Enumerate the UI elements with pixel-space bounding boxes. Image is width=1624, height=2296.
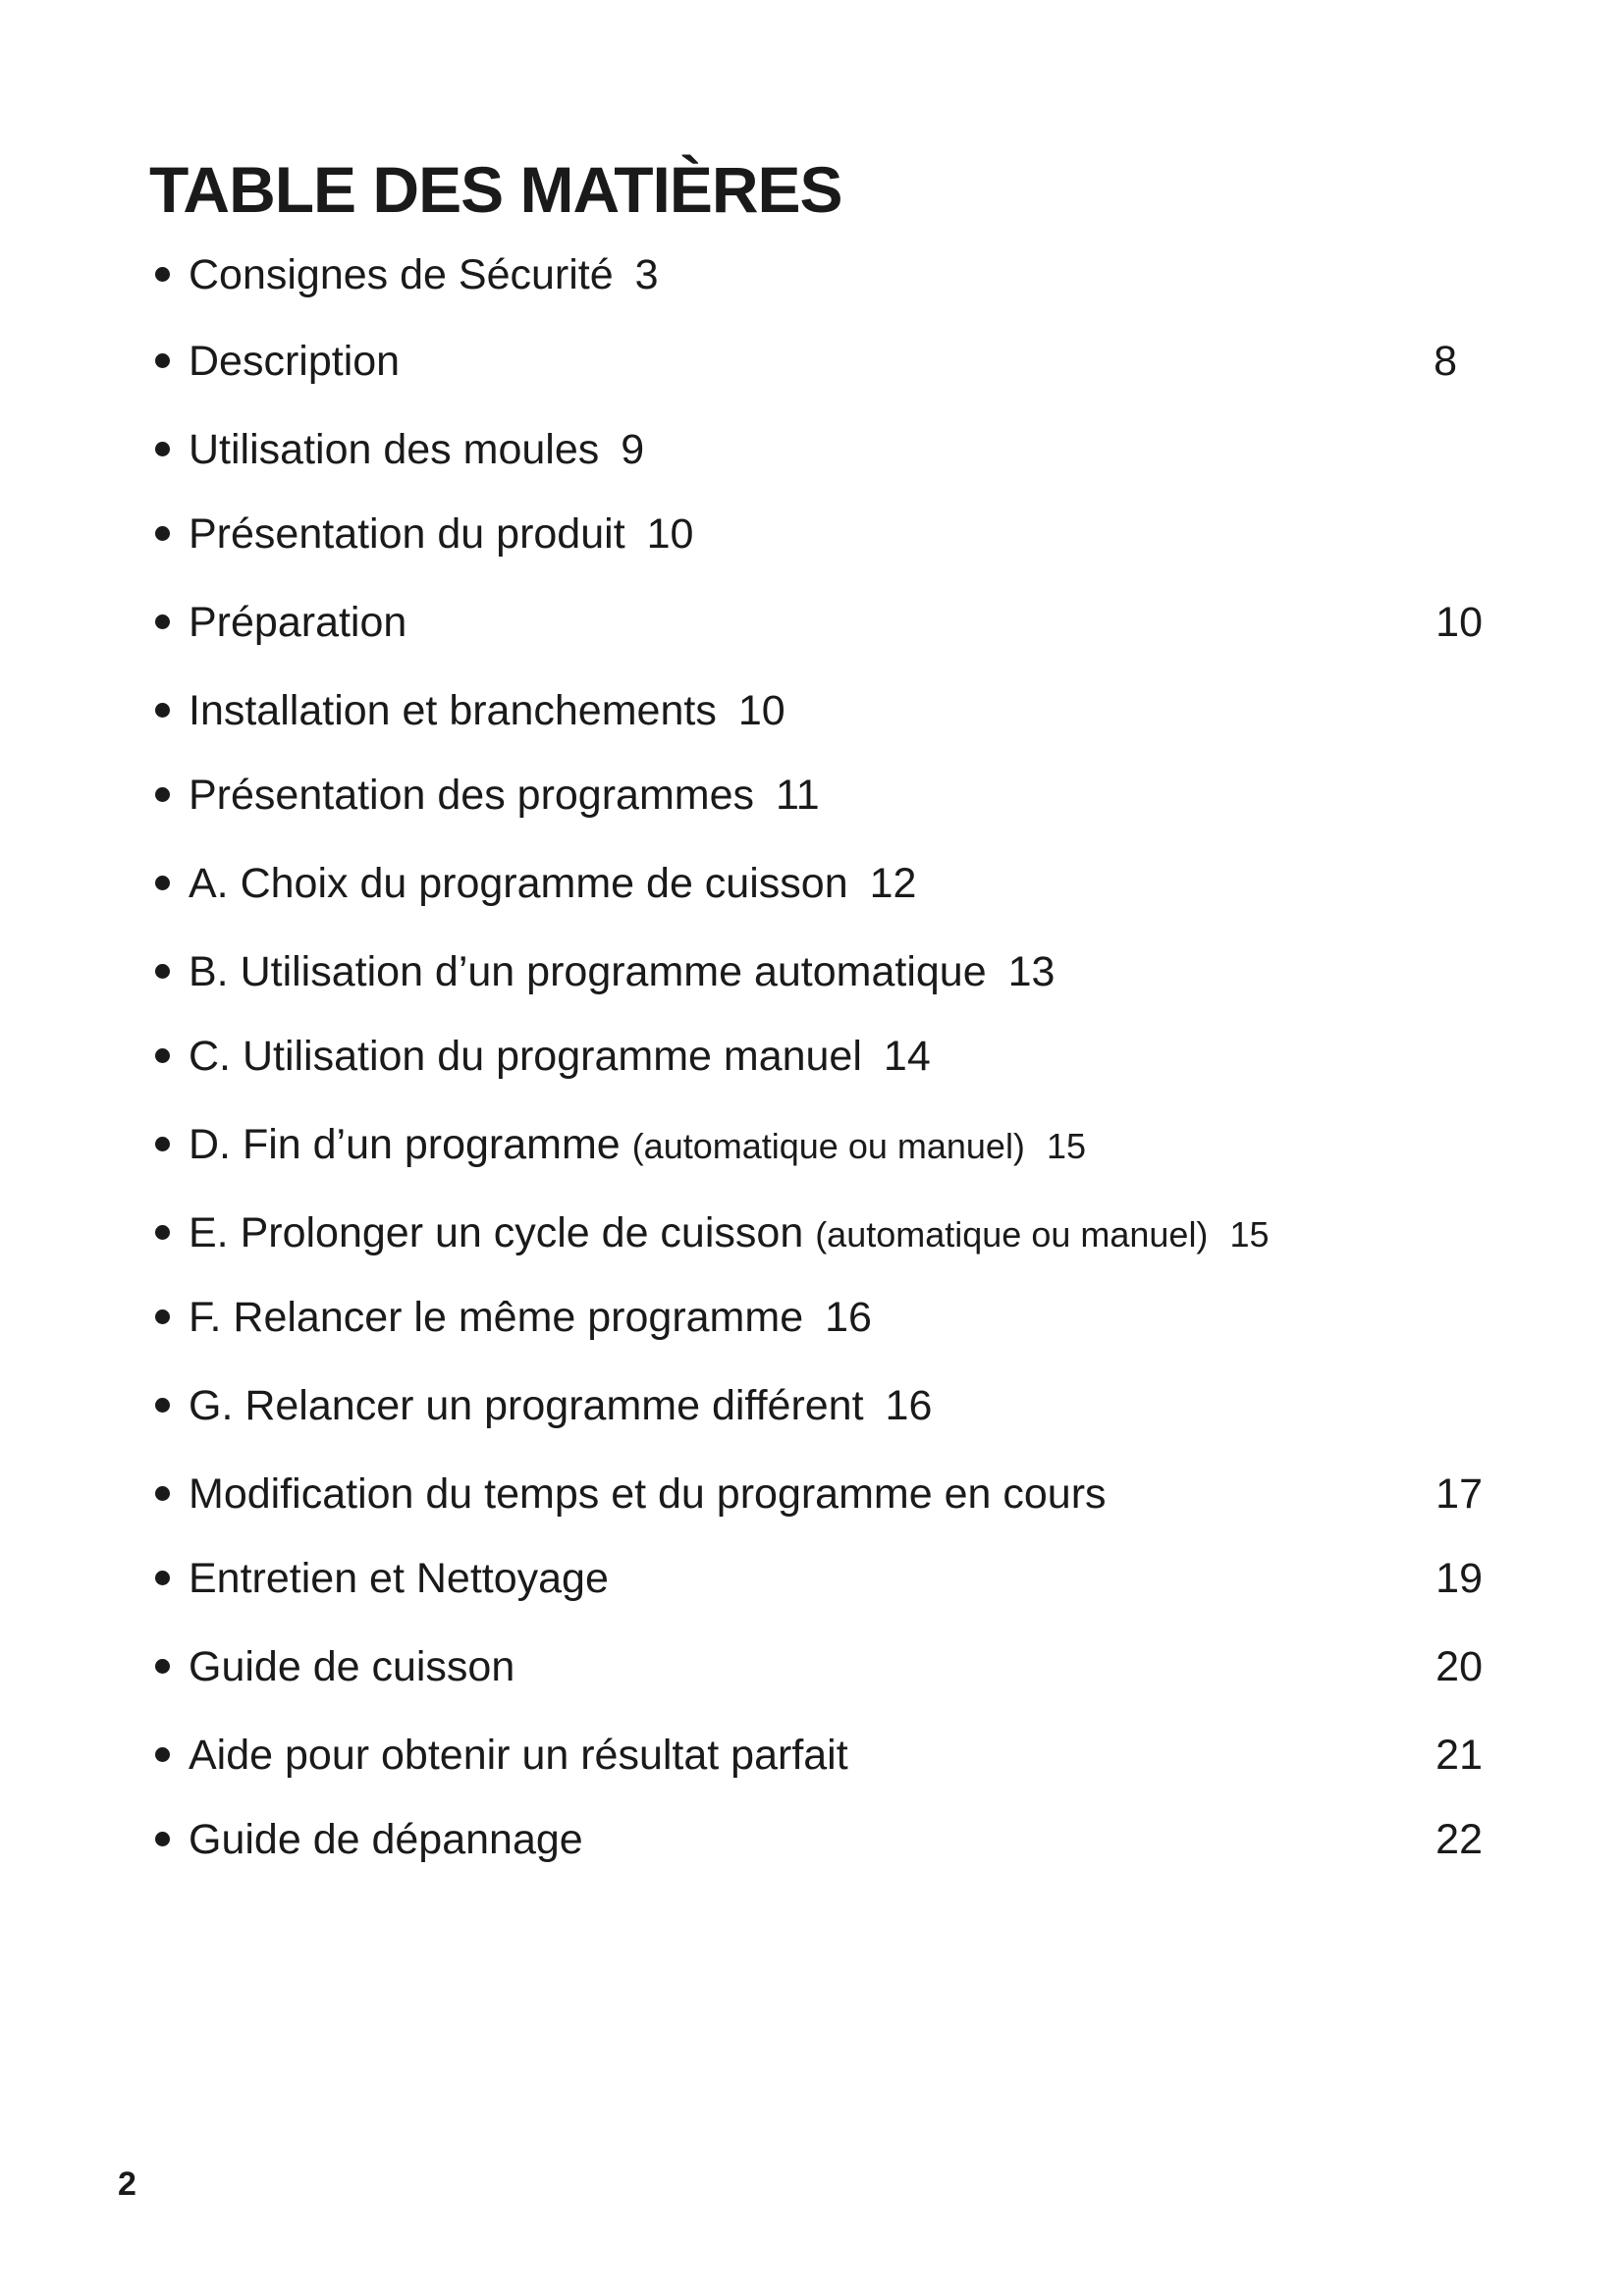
toc-page-number: 20 <box>1435 1643 1483 1690</box>
toc-entry-text <box>189 1027 931 1086</box>
toc-page-number: 15 <box>1229 1214 1270 1255</box>
toc-label: E. Prolonger un cycle de cuisson <box>189 1209 804 1256</box>
toc-page-number: 12 <box>869 860 917 907</box>
toc-entry-text <box>189 1203 1269 1264</box>
toc-item-entretien-nettoyage[interactable] <box>147 1549 1483 1608</box>
toc-label: Présentation du produit <box>189 510 625 558</box>
bullet-icon <box>155 1659 170 1674</box>
toc-item-presentation-programmes[interactable] <box>147 766 1483 825</box>
bullet-icon <box>155 876 170 890</box>
bullet-icon <box>155 442 170 456</box>
bullet-icon <box>155 1747 170 1762</box>
toc-page-number: 15 <box>1046 1126 1086 1166</box>
toc-entry-text <box>189 1376 932 1435</box>
toc-label: A. Choix du programme de cuisson <box>189 860 848 907</box>
toc-label: F. Relancer le même programme <box>189 1294 804 1341</box>
footer-page-number: 2 <box>118 2165 136 2203</box>
toc-label: Guide de dépannage <box>189 1816 583 1863</box>
bullet-icon <box>155 1048 170 1063</box>
bullet-icon <box>155 614 170 629</box>
toc-note: (automatique ou manuel) <box>815 1214 1209 1255</box>
bullet-icon <box>155 1137 170 1151</box>
toc-page-number: 8 <box>1434 338 1457 385</box>
toc-item-relancer-meme[interactable] <box>147 1288 1483 1347</box>
bullet-icon <box>155 1832 170 1846</box>
toc-page-number: 14 <box>883 1033 931 1080</box>
toc-entry-text <box>189 766 820 825</box>
toc-label: Installation et branchements <box>189 687 717 734</box>
toc-page-number: 9 <box>621 426 645 473</box>
bullet-icon <box>155 353 170 368</box>
toc-item-consignes-securite[interactable] <box>147 245 1483 304</box>
toc-page-number: 10 <box>737 687 785 734</box>
toc-label: Consignes de Sécurité <box>189 251 614 298</box>
toc-label: Guide de cuisson <box>189 1643 515 1690</box>
toc-entry-text <box>189 942 1055 1001</box>
toc-item-programme-automatique[interactable] <box>147 942 1483 1001</box>
toc-page-number: 16 <box>885 1382 933 1429</box>
toc-page-number: 19 <box>1435 1555 1483 1602</box>
toc-item-installation-branchements[interactable] <box>147 681 1483 740</box>
toc-page-number: 16 <box>825 1294 872 1341</box>
toc-item-fin-programme[interactable] <box>147 1115 1483 1174</box>
toc-page-number: 10 <box>646 510 694 558</box>
bullet-icon <box>155 1571 170 1585</box>
bullet-icon <box>155 267 170 282</box>
bullet-icon <box>155 1309 170 1324</box>
toc-item-prolonger-cycle[interactable] <box>147 1203 1483 1262</box>
bullet-icon <box>155 1225 170 1240</box>
toc-item-utilisation-moules[interactable] <box>147 420 1483 479</box>
bullet-icon <box>155 526 170 541</box>
toc-note: (automatique ou manuel) <box>631 1126 1025 1166</box>
toc-page-number: 13 <box>1007 948 1056 995</box>
toc-item-choix-programme[interactable] <box>147 854 1483 913</box>
toc-label: Utilisation des moules <box>189 426 600 473</box>
toc-entry-text <box>189 1115 1086 1176</box>
toc-entry-text <box>189 854 916 913</box>
toc-label: B. Utilisation d’un programme automatique <box>189 948 987 995</box>
bullet-icon <box>155 964 170 979</box>
bullet-icon <box>155 787 170 802</box>
toc-item-guide-depannage[interactable] <box>147 1810 1483 1869</box>
page-title: TABLE DES MATIÈRES <box>149 153 842 226</box>
toc-item-relancer-different[interactable] <box>147 1376 1483 1435</box>
toc-page-number: 11 <box>776 772 820 819</box>
toc-item-aide-resultat[interactable] <box>147 1726 1483 1785</box>
toc-label: Modification du temps et du programme en cours <box>189 1470 1107 1518</box>
toc-label: C. Utilisation du programme manuel <box>189 1033 862 1080</box>
bullet-icon <box>155 1486 170 1501</box>
toc-entry-text <box>189 505 693 563</box>
toc-label: Description <box>189 338 401 385</box>
toc-entry-text <box>189 245 659 304</box>
toc-label: Présentation des programmes <box>189 772 755 819</box>
toc-entry-text <box>189 1288 872 1347</box>
toc-item-description[interactable] <box>147 332 1483 391</box>
toc-item-modification-temps[interactable] <box>147 1465 1483 1523</box>
toc-page-number: 22 <box>1435 1816 1483 1863</box>
toc-page-number: 10 <box>1435 599 1483 646</box>
toc-label: Préparation <box>189 599 407 646</box>
toc-item-programme-manuel[interactable] <box>147 1027 1483 1086</box>
toc-label: D. Fin d’un programme <box>189 1121 621 1168</box>
toc-item-presentation-produit[interactable] <box>147 505 1483 563</box>
toc-entry-text <box>189 420 644 479</box>
bullet-icon <box>155 703 170 718</box>
toc-label: Aide pour obtenir un résultat parfait <box>189 1732 848 1779</box>
toc-label: G. Relancer un programme différent <box>189 1382 864 1429</box>
toc-entry-text <box>189 681 785 740</box>
bullet-icon <box>155 1398 170 1413</box>
toc-page-number: 3 <box>634 251 659 298</box>
toc-label: Entretien et Nettoyage <box>189 1555 609 1602</box>
toc-page-number: 17 <box>1435 1470 1483 1518</box>
toc-page-number: 21 <box>1435 1732 1483 1779</box>
toc-item-preparation[interactable] <box>147 593 1483 652</box>
toc-item-guide-cuisson[interactable] <box>147 1637 1483 1696</box>
